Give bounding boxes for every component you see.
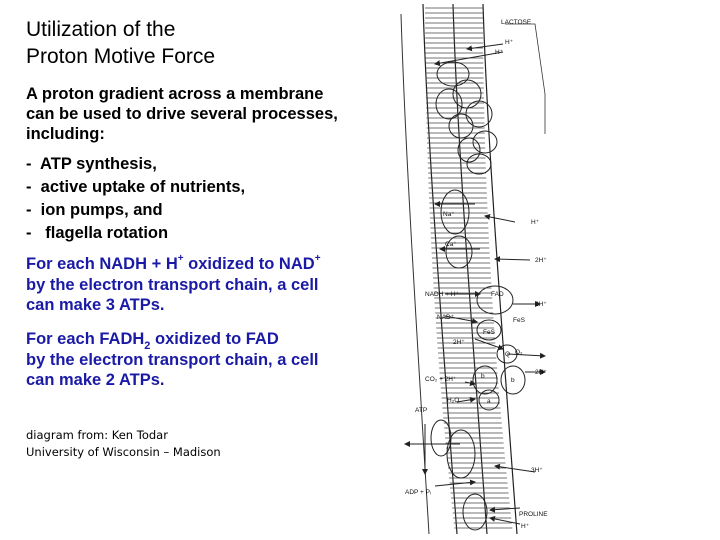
label-a: a [487, 398, 491, 405]
label-h-mid: H⁺ [531, 219, 540, 226]
label-h-top-2: H⁺ [495, 49, 504, 56]
credit-line-2: University of Wisconsin – Madison [26, 445, 221, 459]
label-atp: ATP [415, 407, 428, 414]
list-item: - active uptake of nutrients, [26, 178, 246, 196]
nadh-line-2: by the electron transport chain, a cell [26, 275, 319, 294]
proline-transporter [463, 494, 487, 530]
label-nad: NAD⁺ [437, 314, 455, 321]
label-fes-2: FeS [483, 329, 495, 336]
label-3h: 3H⁺ [531, 467, 543, 474]
fadh-line-1 [26, 329, 366, 353]
label-b-2: b [511, 377, 515, 384]
fadh-line-2: by the electron transport chain, a cell [26, 350, 319, 369]
nadh-sup-a: + [177, 252, 184, 264]
label-2h: 2H⁺ [535, 257, 547, 264]
fadh-sub: 2 [144, 340, 151, 353]
label-lactose: LACTOSE [501, 19, 532, 26]
nadh-text-a: For each NADH + H [26, 255, 178, 273]
nadh-sup-b: + [314, 252, 321, 264]
label-h2o: H₂O [447, 397, 460, 404]
label-o2: O₂ [515, 349, 523, 356]
label-q: Q [505, 351, 511, 358]
label-h-top: H⁺ [505, 39, 514, 46]
label-h-bot: H⁺ [521, 523, 530, 530]
intro-paragraph [26, 84, 371, 144]
list-item: - flagella rotation [26, 224, 169, 242]
label-2h-b: 2H⁺ [535, 301, 547, 308]
fadh-text-b: oxidized to FAD [150, 330, 279, 348]
list-item: - ion pumps, and [26, 201, 163, 219]
intro-line-2: can be used to drive several processes, [26, 105, 338, 123]
nadh-paragraph [26, 254, 366, 316]
credit-line-1: diagram from: Ken Todar [26, 428, 168, 442]
process-list [26, 153, 371, 245]
fadh-text-a: For each FADH [26, 330, 145, 348]
list-item: - ATP synthesis, [26, 155, 157, 173]
nadh-text-b: oxidized to NAD [183, 255, 315, 273]
title-line-1: Utilization of the [26, 18, 176, 41]
cytochrome-b [473, 366, 497, 394]
nadh-line-1 [26, 254, 366, 275]
fadh-line-3: can make 2 ATPs. [26, 371, 165, 389]
membrane-diagram [395, 4, 565, 534]
label-proline: PROLINE [519, 511, 548, 518]
diagram-credit [26, 427, 326, 461]
intro-line-3: including: [26, 125, 105, 143]
label-b: b [481, 373, 485, 380]
label-nadh-h: NADH + H⁺ [425, 291, 459, 298]
label-adp: ADP + Pᵢ [405, 489, 432, 496]
label-na: Na⁺ [443, 211, 455, 218]
label-2h-c: 2H⁺ [453, 339, 465, 346]
label-co2: CO₂ + 2H⁺ [425, 376, 457, 383]
label-2h-d: 2H⁺ [535, 369, 547, 376]
label-fad: FAD [491, 291, 504, 298]
title-line-2: Proton Motive Force [26, 45, 216, 68]
slide-title [26, 16, 386, 70]
fadh-paragraph [26, 329, 366, 391]
intro-line-1: A proton gradient across a membrane [26, 85, 324, 103]
label-ca: Ca⁺ [445, 241, 457, 248]
label-fes: FeS [513, 317, 525, 324]
nadh-line-3: can make 3 ATPs. [26, 296, 165, 314]
